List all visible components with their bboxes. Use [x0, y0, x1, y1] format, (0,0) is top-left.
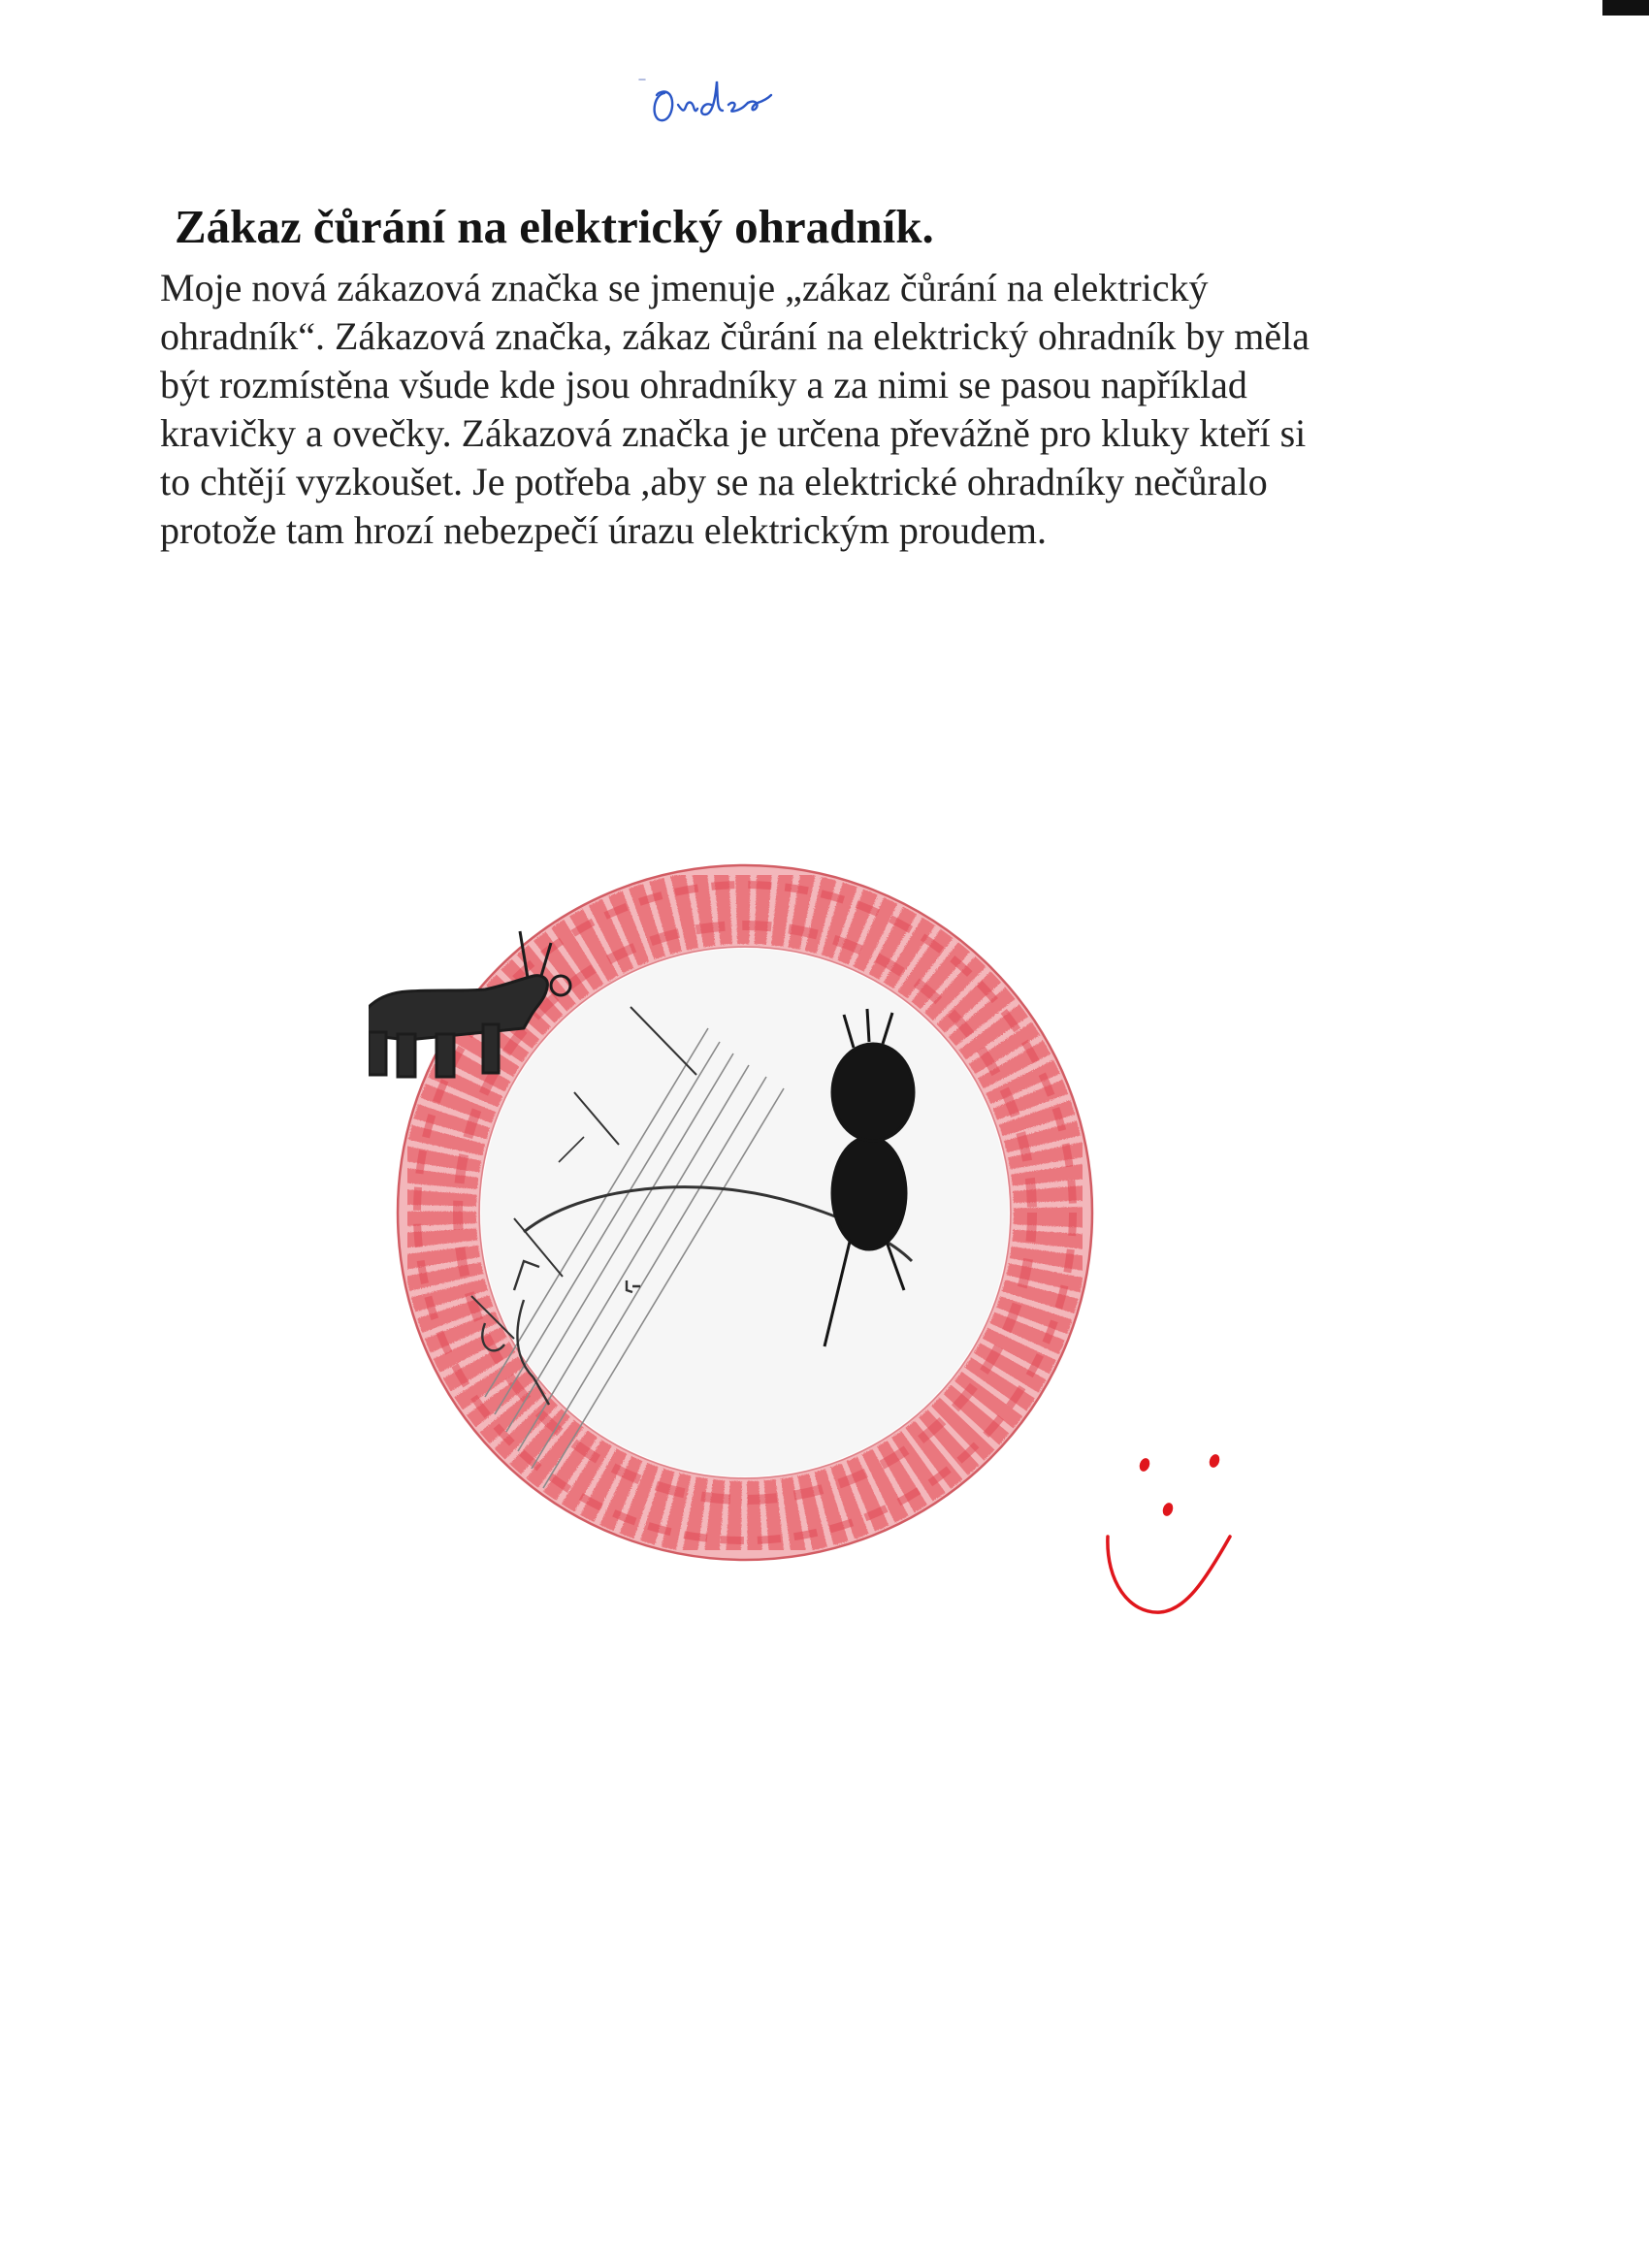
- handwritten-signature: [635, 60, 829, 138]
- body-line: to chtějí vyzkoušet. Je potřeba ,aby se na elektrické ohradníky nečůralo: [160, 460, 1268, 503]
- body-line: protože tam hrozí nebezpečí úrazu elektrickým proudem.: [160, 508, 1048, 552]
- body-line: kravičky a ovečky. Zákazová značka je určena převážně pro kluky kteří si: [160, 411, 1307, 455]
- smiley-icon: [1086, 1436, 1261, 1698]
- body-line: Moje nová zákazová značka se jmenuje „zákaz čůrání na elektrický: [160, 266, 1209, 309]
- body-line: být rozmístěna všude kde jsou ohradníky a za nimi se pasou například: [160, 363, 1247, 406]
- document-title: Zákaz čůrání na elektrický ohradník.: [175, 200, 934, 253]
- prohibition-sign-drawing: [369, 834, 1125, 1591]
- scan-corner-mark: [1602, 0, 1649, 16]
- body-paragraph: [160, 264, 1460, 555]
- body-line: ohradník“. Zákazová značka, zákaz čůrání na elektrický ohradník by měla: [160, 314, 1310, 358]
